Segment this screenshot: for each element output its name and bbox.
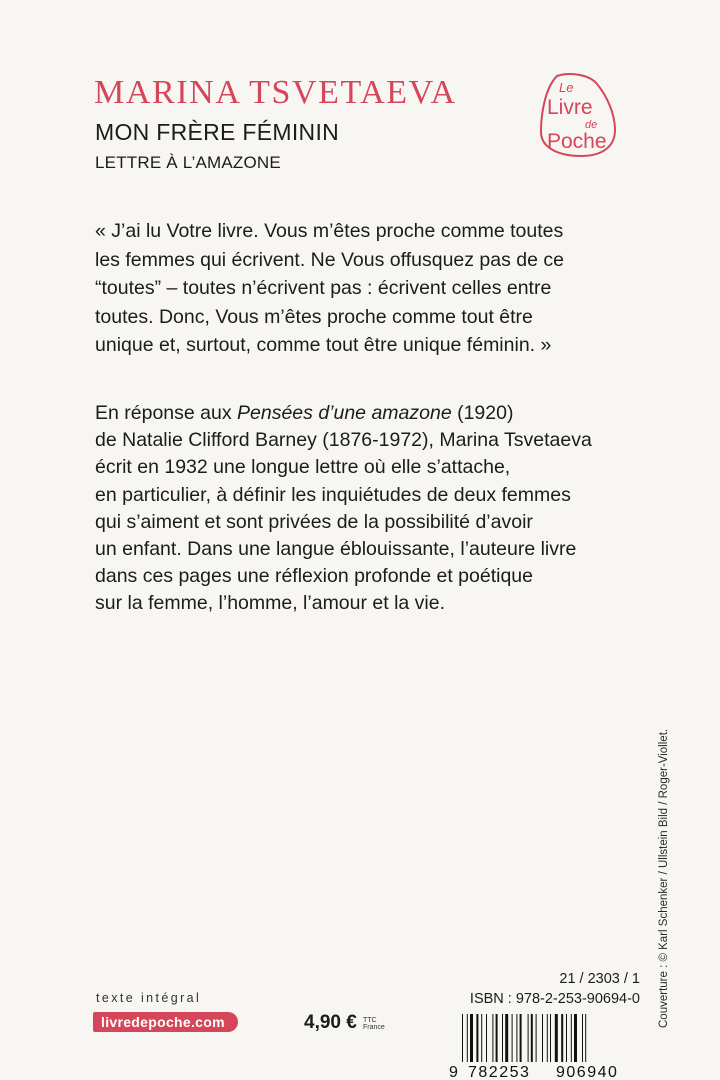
barcode-bar xyxy=(496,1014,498,1062)
summary-line: dans ces pages une réflexion profonde et poétique xyxy=(95,565,533,588)
barcode-bar xyxy=(561,1014,563,1062)
barcode-bar xyxy=(470,1014,473,1062)
edition-label: texte intégral xyxy=(96,991,202,1005)
logo-le: Le xyxy=(559,80,574,95)
price-tax-label: TTC xyxy=(363,1017,377,1024)
barcode-bar xyxy=(516,1014,517,1062)
barcode-bar xyxy=(520,1014,522,1062)
quote-line: “toutes” – toutes n’écrivent pas : écrivent celles entre xyxy=(95,277,552,300)
barcode-bar xyxy=(476,1014,478,1062)
barcode-bar xyxy=(547,1014,548,1062)
logo-poche: Poche xyxy=(547,130,607,153)
summary-line: de Natalie Clifford Barney (1876-1972), Marina Tsvetaeva xyxy=(95,429,592,452)
barcode-bar xyxy=(550,1014,551,1062)
logo-livre: Livre xyxy=(547,96,593,119)
summary-line xyxy=(95,400,640,427)
price: 4,90 € xyxy=(304,1012,357,1033)
book-subtitle: LETTRE À L’AMAZONE xyxy=(95,153,281,172)
summary-text: En réponse aux xyxy=(95,402,238,424)
cover-credit: Couverture : © Karl Schenker / Ullstein Bild / Roger-Viollet. xyxy=(658,728,670,1028)
barcode-bar xyxy=(528,1014,529,1062)
quote-line: les femmes qui écrivent. Ne Vous offusquez pas de ce xyxy=(95,248,564,271)
catalog-code: 21 / 2303 / 1 xyxy=(559,971,640,987)
barcode-bar xyxy=(542,1014,543,1062)
barcode-bar xyxy=(574,1014,577,1062)
barcode-bar xyxy=(585,1014,586,1062)
summary-line: écrit en 1932 une longue lettre où elle s’attache, xyxy=(95,456,511,479)
isbn: ISBN : 978-2-253-90694-0 xyxy=(469,991,640,1007)
book-title: MON FRÈRE FÉMININ xyxy=(95,119,340,145)
price-note xyxy=(363,1017,385,1031)
cited-work-title: Pensées d’une amazone xyxy=(237,402,452,424)
barcode-right-digits: 906940 xyxy=(556,1064,619,1080)
author-name: MARINA TSVETAEVA xyxy=(94,74,457,111)
website-link[interactable]: livredepoche.com xyxy=(93,1012,238,1032)
quote-line: unique et, surtout, comme tout être unique féminin. » xyxy=(95,334,552,357)
barcode-bar xyxy=(462,1014,463,1062)
logo-de: de xyxy=(585,119,598,131)
barcode-bar xyxy=(492,1014,493,1062)
barcode xyxy=(448,1014,644,1080)
price-country-label: France xyxy=(363,1024,385,1031)
barcode-bar xyxy=(467,1014,468,1062)
book-summary xyxy=(95,400,640,618)
livre-de-poche-logo xyxy=(535,70,619,158)
barcode-bar xyxy=(531,1014,533,1062)
barcode-bar xyxy=(536,1014,537,1062)
barcode-bar xyxy=(512,1014,513,1062)
quote-line: « J’ai lu Votre livre. Vous m’êtes proche comme toutes xyxy=(95,220,564,242)
barcode-bar xyxy=(566,1014,567,1062)
quote-line: toutes. Donc, Vous m’êtes proche comme tout être xyxy=(95,305,533,328)
summary-line: sur la femme, l’homme, l’amour et la vie. xyxy=(95,592,446,615)
barcode-first-digit: 9 xyxy=(449,1064,458,1080)
summary-line: qui s’aiment et sont privées de la possibilité d’avoir xyxy=(95,510,533,533)
summary-line: un enfant. Dans une langue éblouissante, l’auteure livre xyxy=(95,538,577,561)
barcode-bar xyxy=(555,1014,558,1062)
barcode-left-digits: 782253 xyxy=(468,1064,531,1080)
barcode-bar xyxy=(582,1014,583,1062)
back-cover-quote xyxy=(95,217,630,360)
barcode-bar xyxy=(486,1014,487,1062)
summary-line: en particulier, à définir les inquiétudes de deux femmes xyxy=(95,483,571,506)
barcode-bar xyxy=(571,1014,572,1062)
barcode-bar xyxy=(481,1014,482,1062)
summary-text: (1920) xyxy=(451,402,514,424)
barcode-bar xyxy=(505,1014,508,1062)
barcode-bar xyxy=(502,1014,503,1062)
